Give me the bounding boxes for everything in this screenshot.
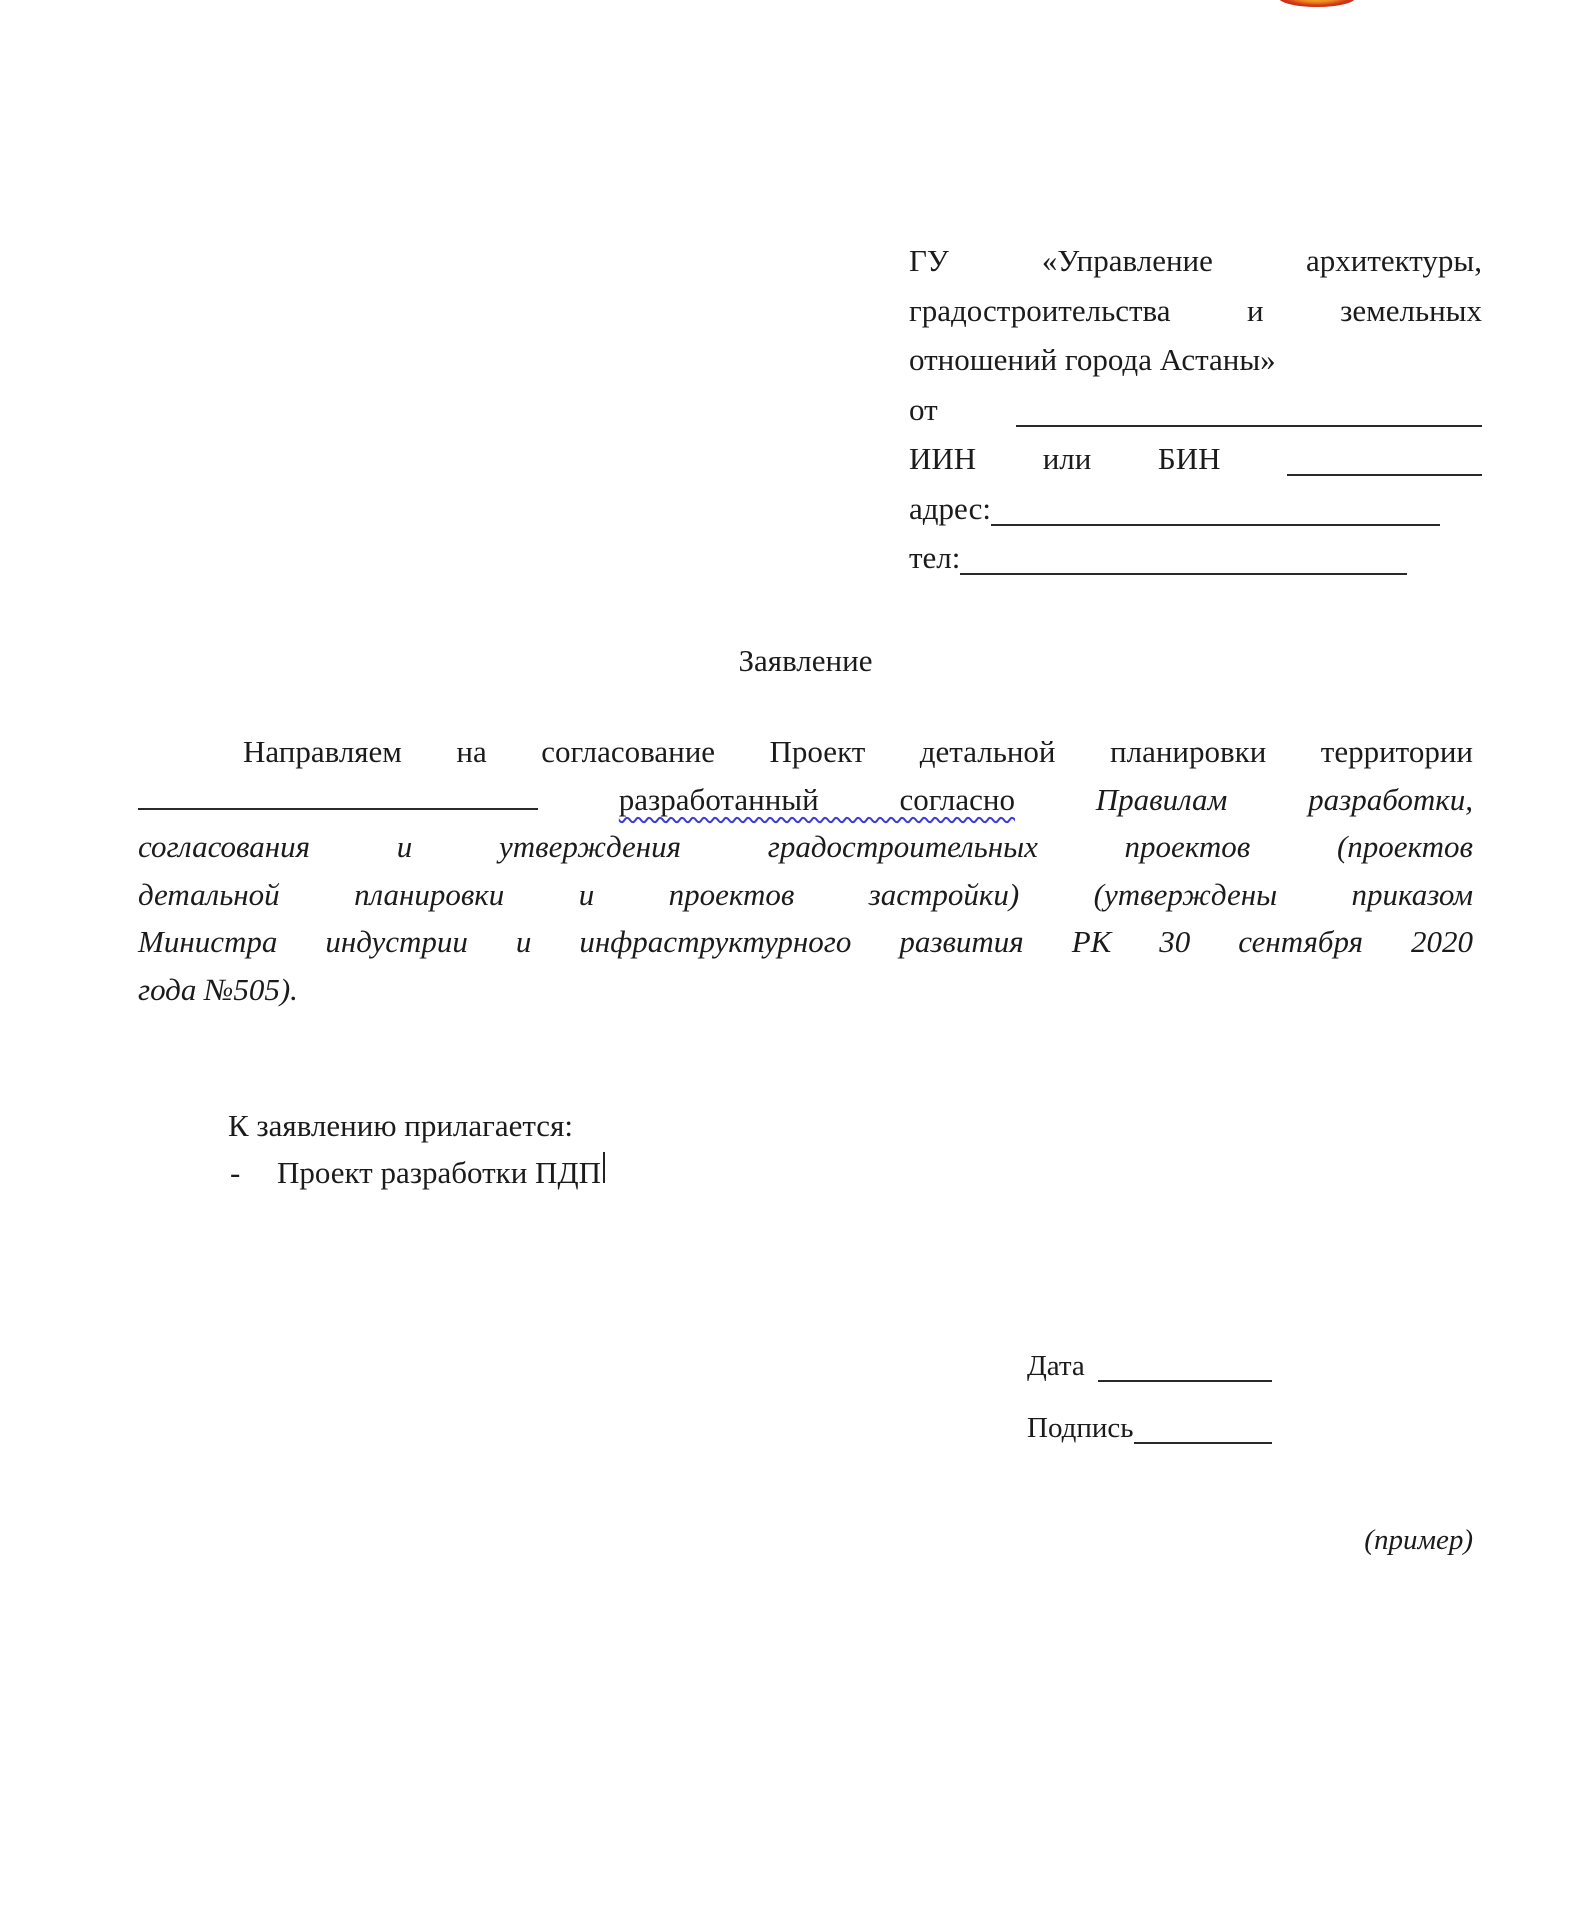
list-dash-marker: -	[230, 1155, 241, 1190]
recipient-line-2: градостроительства и земельных	[909, 292, 1482, 328]
body-line-6: года №505).	[138, 971, 298, 1007]
from-label: от	[909, 391, 938, 427]
sign-label: Подпись	[1027, 1412, 1134, 1444]
iin-label: ИИН	[909, 441, 977, 476]
phone-row	[909, 533, 1482, 583]
date-label: Дата	[1027, 1350, 1085, 1382]
grammar-flagged-text: разработанный согласно	[618, 781, 1015, 817]
address-label: адрес:	[909, 490, 991, 526]
sign-row	[1027, 1404, 1272, 1453]
or-label: или	[1042, 441, 1092, 476]
body-line-1: Направляем на согласование Проект детальной планировки территории	[243, 734, 1473, 769]
iin-bin-row	[909, 434, 1482, 484]
body-paragraph	[138, 728, 1473, 1013]
emblem-fragment-icon	[1278, 0, 1356, 7]
text-cursor	[603, 1152, 605, 1183]
recipient-block	[909, 236, 1482, 583]
attachments-block	[138, 1102, 1473, 1196]
body-line-3: согласования и утверждения градостроительных проектов (проектов	[138, 829, 1473, 864]
body-line-5: Министра индустрии и инфраструктурного развития РК 30 сентября 2020	[138, 924, 1473, 959]
document-title: Заявление	[738, 643, 873, 678]
body-line-4: детальной планировки и проектов застройки) (утверждены приказом	[138, 876, 1473, 912]
phone-label: тел:	[909, 540, 961, 575]
territory-blank-line	[138, 806, 538, 810]
signature-block	[1027, 1342, 1272, 1453]
attachment-list-item	[138, 1149, 1473, 1196]
iin-bin-blank-line	[1287, 434, 1482, 476]
from-row	[909, 385, 1482, 435]
address-row	[909, 484, 1482, 534]
recipient-line-3: отношений города Астаны»	[909, 342, 1276, 377]
from-blank-line	[1016, 385, 1482, 427]
sign-blank-line	[1134, 1404, 1273, 1444]
attachment-item-text: Проект разработки ПДП	[277, 1155, 601, 1190]
body-line-2	[138, 776, 1473, 824]
date-blank-line	[1098, 1342, 1272, 1382]
address-blank-line	[991, 484, 1440, 526]
example-note: (пример)	[1364, 1524, 1473, 1556]
attachments-heading: К заявлению прилагается:	[228, 1108, 573, 1143]
rules-title-start: Правилам разработки,	[1095, 781, 1474, 817]
recipient-line-1: ГУ «Управление архитектуры,	[909, 243, 1482, 278]
phone-blank-line	[960, 533, 1407, 575]
date-row	[1027, 1342, 1272, 1391]
bin-label: БИН	[1157, 441, 1221, 476]
